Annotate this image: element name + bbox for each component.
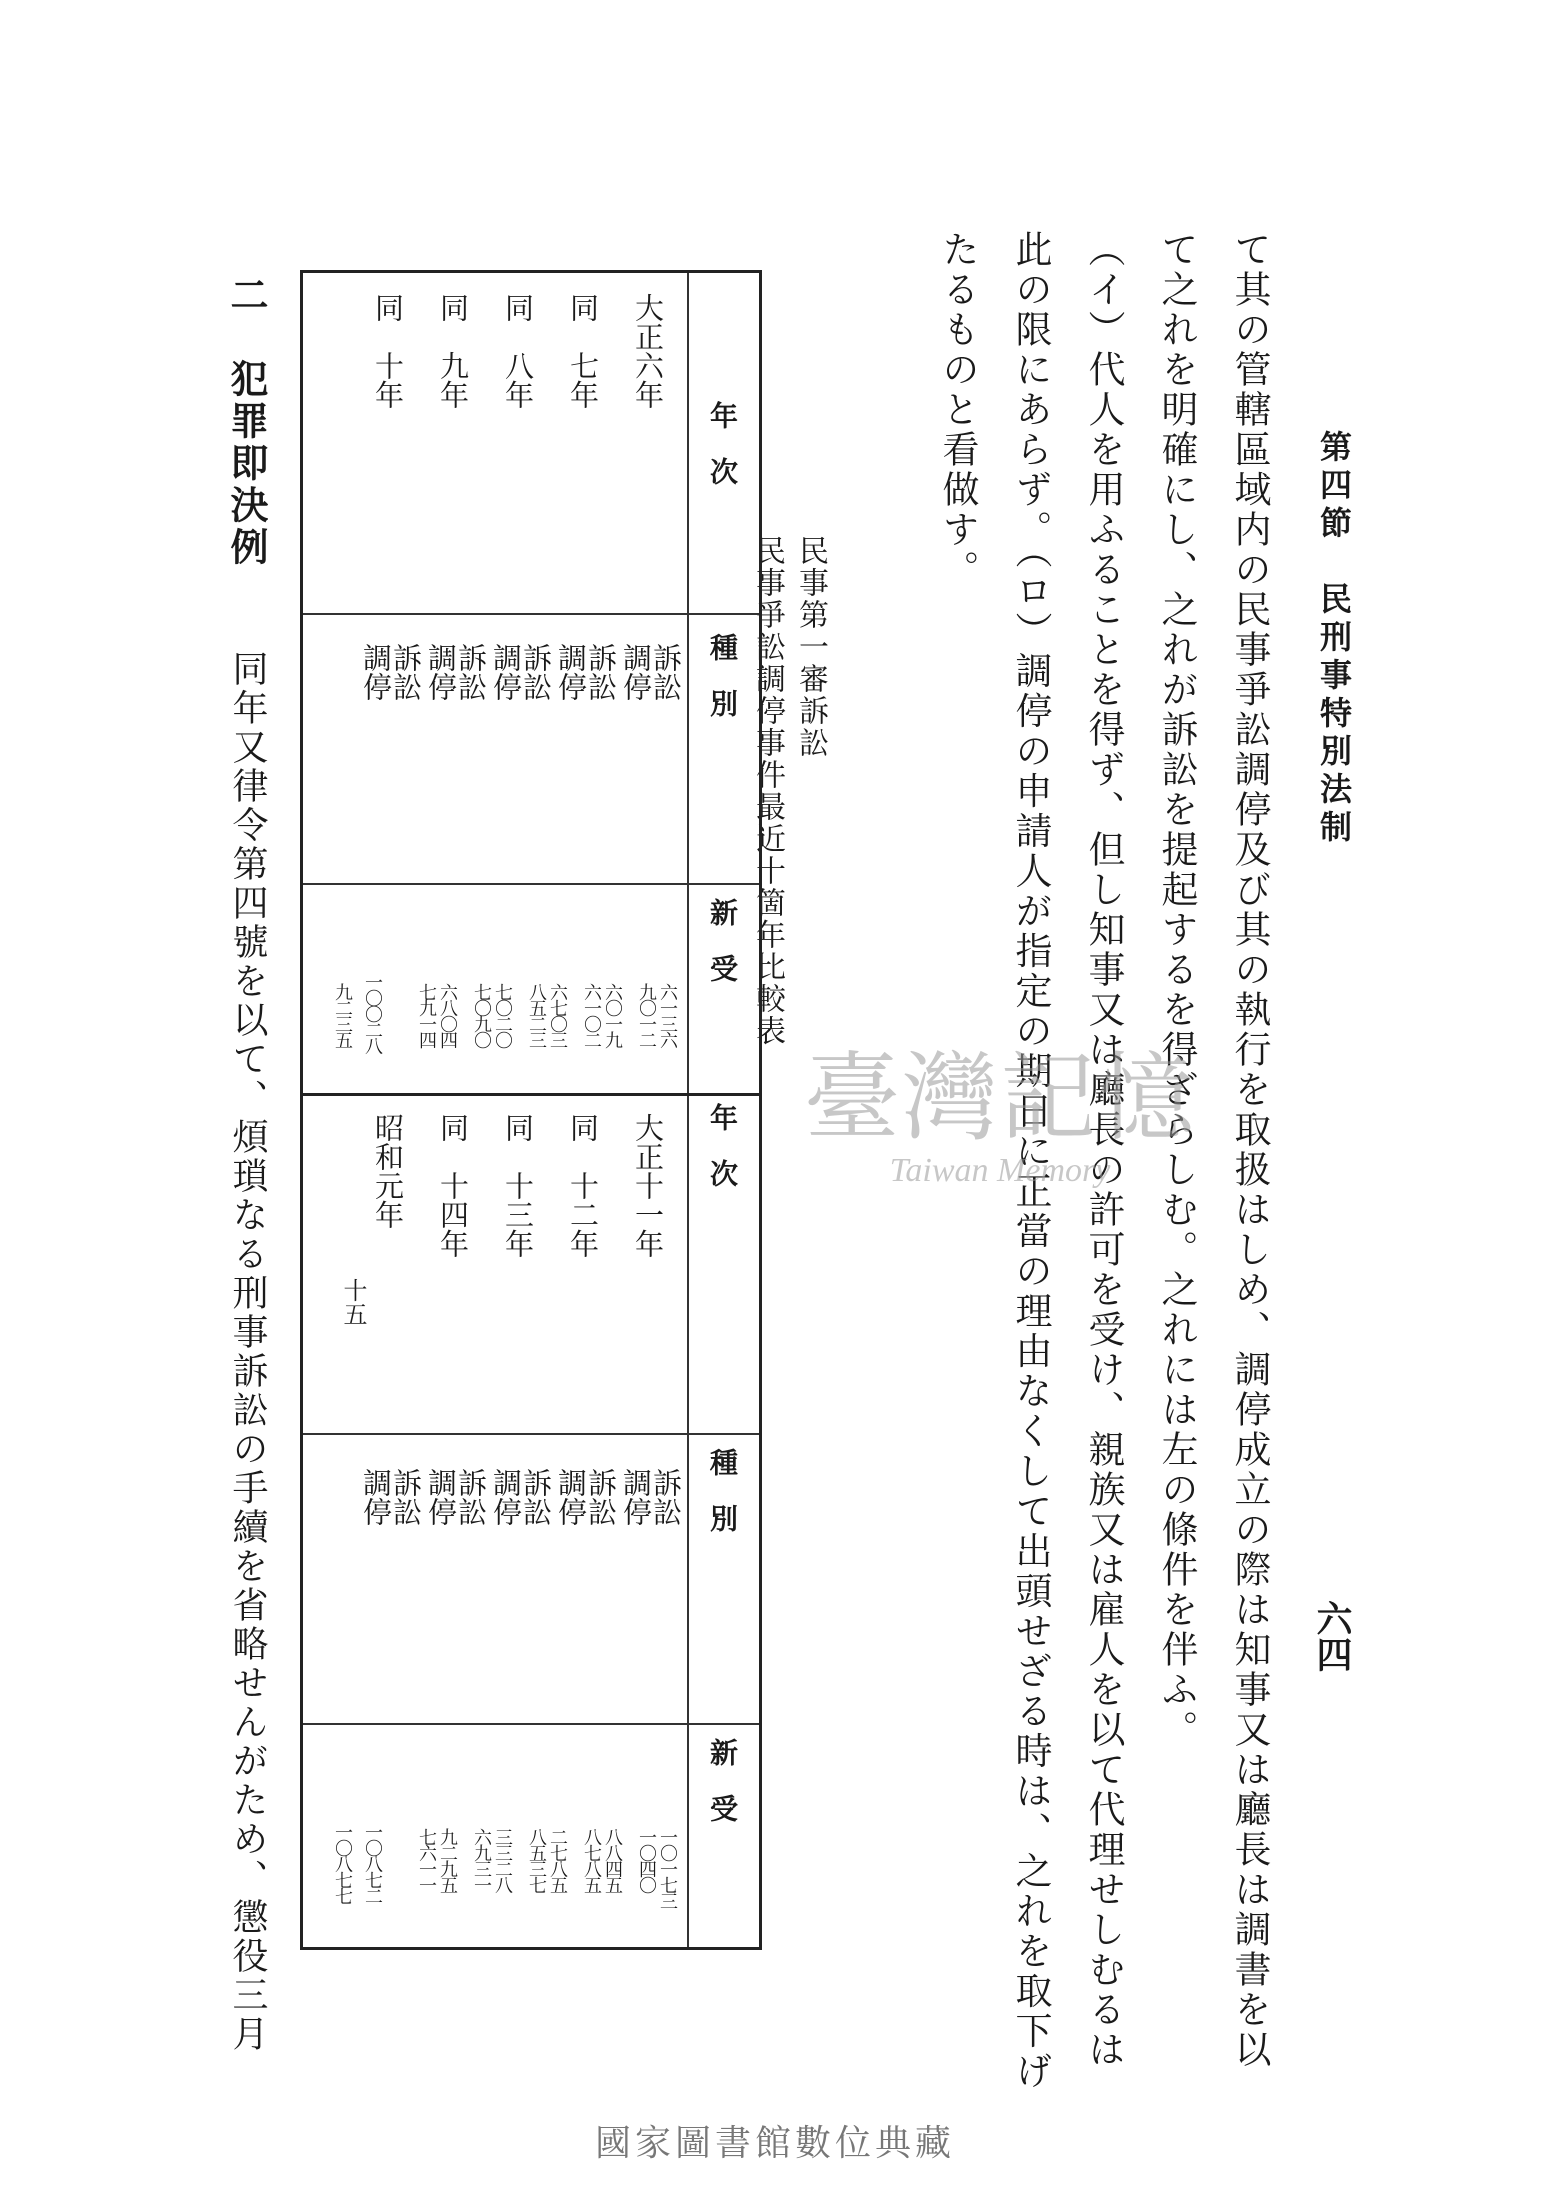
year-cell: 大正六年 <box>631 293 665 409</box>
type-cell: 訴訟 <box>519 643 553 701</box>
year-cell: 大正十一年 <box>631 1113 665 1258</box>
table-divider-type-count-2 <box>303 1723 759 1725</box>
section-2-body: 同年又律令第四號を以て、煩瑣なる刑事訴訟の手續を省略せんがため、懲役三月 <box>227 650 268 2054</box>
header-count-label-2: 新 受 <box>706 1738 739 1822</box>
type-cell: 訴訟 <box>649 1468 683 1526</box>
count-cell: 九〇一二 <box>636 983 657 1047</box>
type-cell: 調停 <box>489 1468 523 1526</box>
year-cell: 同 十三年 <box>501 1113 535 1258</box>
count-cell: 七六一一 <box>416 1828 437 1892</box>
type-cell: 調停 <box>424 1468 458 1526</box>
type-cell: 訴訟 <box>519 1468 553 1526</box>
count-cell: 六八〇四 <box>437 983 458 1047</box>
type-cell: 訴訟 <box>584 1468 618 1526</box>
count-cell: 九二三五 <box>332 983 353 1047</box>
table-divider-type-count <box>303 883 759 885</box>
type-cell: 訴訟 <box>649 643 683 701</box>
page-number: 六四 <box>1311 1600 1353 1672</box>
count-cell: 八七八五 <box>581 1828 602 1892</box>
type-cell: 調停 <box>554 1468 588 1526</box>
watermark-main-text: 臺灣記憶 <box>804 1042 1196 1154</box>
type-cell: 訴訟 <box>584 643 618 701</box>
table-caption-line-1: 民事第一審訴訟 <box>793 535 828 759</box>
body-text-column-3: （イ）代人を用ふることを得ず、但し知事又は廳長の許可を受け、親族又は雇人を以て代理せしむるは <box>1082 230 1125 2070</box>
table-divider-year-type <box>303 613 759 615</box>
count-cell: 一〇一七三 <box>657 1828 678 1908</box>
type-cell: 調停 <box>359 1468 393 1526</box>
count-cell: 一〇八七二 <box>362 1823 383 1903</box>
year-cell: 同 九年 <box>436 293 470 409</box>
count-cell: 三三二八 <box>492 1828 513 1892</box>
type-cell: 調停 <box>489 643 523 701</box>
type-cell: 調停 <box>554 643 588 701</box>
year-cell: 同 十年 <box>371 293 405 409</box>
type-cell: 調停 <box>424 643 458 701</box>
type-cell: 訴訟 <box>454 643 488 701</box>
type-cell: 調停 <box>359 643 393 701</box>
library-footer: 國家圖書館數位典藏 <box>594 2123 955 2164</box>
body-text-column-2: て之れを明確にし、之れが訴訟を提起するを得ざらしむ。之れには左の條件を伴ふ。 <box>1155 230 1198 1750</box>
count-cell: 七〇二〇 <box>492 983 513 1047</box>
table-caption-line-2: 民事爭訟調停事件最近十箇年比較表 <box>750 535 785 1047</box>
count-cell: 九二九五 <box>437 1828 458 1892</box>
count-cell: 七九一四 <box>416 983 437 1047</box>
watermark-sub-text: Taiwan Memory <box>889 1152 1111 1189</box>
count-cell: 八五二三 <box>526 983 547 1047</box>
year-cell-extra: 十五 <box>339 1278 367 1326</box>
count-cell: 六七〇三 <box>547 983 568 1047</box>
year-cell: 同 十二年 <box>566 1113 600 1258</box>
section-title: 第四節 民刑事特別法制 <box>1315 430 1353 848</box>
count-cell: 一〇四〇 <box>636 1828 657 1892</box>
header-year-label-2: 年 次 <box>706 1103 739 1187</box>
count-cell: 六一〇二 <box>581 983 602 1047</box>
count-cell: 一〇〇二八 <box>362 973 383 1053</box>
count-cell: 一〇八七七 <box>332 1823 353 1903</box>
count-cell: 六〇一九 <box>602 983 623 1047</box>
year-cell: 昭和元年 <box>371 1113 405 1229</box>
type-cell: 訴訟 <box>389 1468 423 1526</box>
type-cell: 調停 <box>619 643 653 701</box>
comparison-table <box>300 270 762 1950</box>
body-text-column-1: て其の管轄區域内の民事爭訟調停及び其の執行を取扱はしめ、調停成立の際は知事又は廳長は調書を以 <box>1228 230 1271 2070</box>
table-divider-blocks <box>303 1093 759 1096</box>
count-cell: 七〇九〇 <box>471 983 492 1047</box>
year-cell: 同 七年 <box>566 293 600 409</box>
count-cell: 八五三七 <box>526 1828 547 1892</box>
header-year-label: 年 次 <box>706 401 739 485</box>
type-cell: 訴訟 <box>389 643 423 701</box>
table-header-divider <box>687 273 689 1947</box>
count-cell: 八八四五 <box>602 1828 623 1892</box>
count-cell: 二七八五 <box>547 1828 568 1892</box>
section-2-heading: 二 犯罪即決例 <box>224 275 269 569</box>
year-cell: 同 十四年 <box>436 1113 470 1258</box>
table-divider-year-type-2 <box>303 1433 759 1435</box>
taiwan-memory-watermark <box>780 1042 1220 1230</box>
type-cell: 訴訟 <box>454 1468 488 1526</box>
header-count-label: 新 受 <box>706 898 739 982</box>
body-text-column-4: 此の限にあらず。（ロ）調停の申請人が指定の期日に正當の理由なくして出頭せざる時は、之れを取下げ <box>1009 230 1052 2092</box>
header-type-label-2: 種 別 <box>706 1448 739 1532</box>
count-cell: 六九三一 <box>471 1828 492 1892</box>
type-cell: 調停 <box>619 1468 653 1526</box>
year-cell: 同 八年 <box>501 293 535 409</box>
count-cell: 六一三六 <box>657 983 678 1047</box>
body-text-column-5: たるものと看做す。 <box>936 230 979 590</box>
header-type-label: 種 別 <box>706 633 739 717</box>
